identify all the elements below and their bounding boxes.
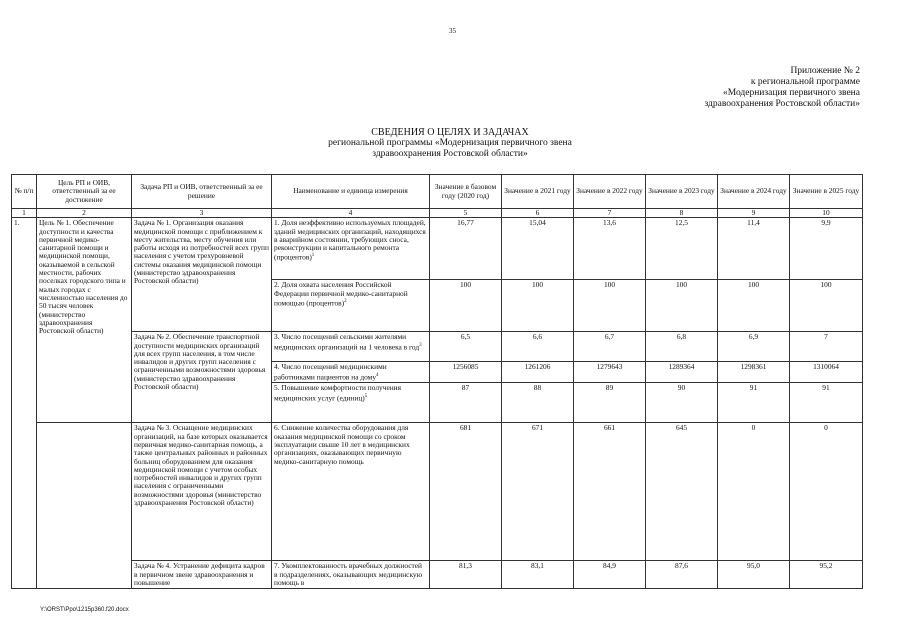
value-cell: 1289364 — [646, 362, 718, 383]
indicator-name — [272, 280, 430, 332]
value-cell: 100 — [502, 280, 574, 332]
value-cell: 100 — [646, 280, 718, 332]
task-cell: Задача № 3. Оснащение медицинских организаций, на базе которых оказывается первичная медико-санитарная помощь, а также центральных районных и районных больниц оборудованием для оказания медицинской помощи с учетом особых потребностей инвалидов и других групп населения с ограниченными возможностями здоровья (министерство здравоохранения Ростовской области) — [132, 423, 272, 561]
indicator-name — [272, 362, 430, 383]
table-row — [12, 218, 863, 280]
column-index: 6 — [502, 209, 574, 218]
document-title — [300, 127, 600, 160]
value-cell: 91 — [790, 383, 863, 423]
column-index: 4 — [272, 209, 430, 218]
footnote-mark: 1 — [311, 253, 315, 259]
appendix-header — [660, 66, 860, 110]
value-cell: 6,6 — [502, 332, 574, 362]
indicator-name — [272, 383, 430, 423]
value-cell: 81,3 — [430, 561, 502, 589]
table-row — [12, 423, 863, 561]
footnote-mark: 3 — [419, 342, 422, 348]
header-goal: Цель РП и ОИВ, ответственный за ее достижение — [37, 175, 132, 209]
value-cell: 84,9 — [574, 561, 646, 589]
value-cell: 6,9 — [718, 332, 790, 362]
column-index: 7 — [574, 209, 646, 218]
value-cell: 1298361 — [718, 362, 790, 383]
task-cell: Задача № 2. Обеспечение транспортной доступности медицинских организаций для всех групп населения, в том числе инвалидов и других групп населения с ограниченными возможностями здоровья (министерство здравоохранения Ростовской области) — [132, 332, 272, 423]
column-index: 1 — [12, 209, 37, 218]
title-line: СВЕДЕНИЯ О ЦЕЛЯХ И ЗАДАЧАХ — [371, 127, 529, 138]
value-cell: 12,5 — [646, 218, 718, 280]
indicator-text: 1. Доля неэффективно используемых площадей, зданий медицинских организаций, находящихся в аварийном состоянии, требующих сноса, реконструкции и капитального ремонта (процентов) — [274, 218, 426, 262]
value-cell: 1310064 — [790, 362, 863, 383]
row-number: 1. — [12, 218, 37, 589]
header-row — [12, 175, 863, 209]
value-cell: 13,6 — [574, 218, 646, 280]
column-index: 8 — [646, 209, 718, 218]
indicator-text: 6. Снижение количества оборудования для оказания медицинской помощи со сроком эксплуатации свыше 10 лет в медицинских организациях, оказывающих первичную медико-санитарную помощь — [274, 423, 410, 466]
value-cell: 90 — [646, 383, 718, 423]
value-cell: 100 — [430, 280, 502, 332]
header-no: № п/п — [12, 175, 37, 209]
goals-table — [11, 174, 863, 589]
value-cell: 100 — [574, 280, 646, 332]
value-cell: 87,6 — [646, 561, 718, 589]
table-row — [12, 332, 863, 362]
value-cell: 95,0 — [718, 561, 790, 589]
value-cell: 6,7 — [574, 332, 646, 362]
value-cell: 1279643 — [574, 362, 646, 383]
value-cell: 89 — [574, 383, 646, 423]
indicator-text: 3. Число посещений сельскими жителями медицинских организаций на 1 человека в год — [274, 332, 420, 352]
column-index: 10 — [790, 209, 863, 218]
column-index: 9 — [718, 209, 790, 218]
value-cell: 87 — [430, 383, 502, 423]
header-2023: Значение в 2023 году — [646, 175, 718, 209]
value-cell: 83,1 — [502, 561, 574, 589]
value-cell: 671 — [502, 423, 574, 561]
title-line: региональной программы «Модернизация первичного звена — [328, 138, 572, 148]
value-cell: 1256085 — [430, 362, 502, 383]
title-line: здравоохранения Ростовской области» — [372, 149, 528, 159]
value-cell: 681 — [430, 423, 502, 561]
table-row — [12, 561, 863, 589]
header-2022: Значение в 2022 году — [574, 175, 646, 209]
value-cell: 11,4 — [718, 218, 790, 280]
value-cell: 88 — [502, 383, 574, 423]
indicator-text: 7. Укомплектованность врачебных должностей в подразделениях, оказывающих медицинскую помощь в — [274, 561, 423, 587]
value-cell: 1261206 — [502, 362, 574, 383]
footnote-mark: 5 — [364, 393, 368, 399]
indicator-name — [272, 332, 430, 362]
indicator-text: 2. Доля охвата населения Российской Федерации первичной медико-санитарной помощью (процентов) — [274, 280, 408, 308]
value-cell: 7 — [790, 332, 863, 362]
appendix-line: к региональной программе — [750, 77, 860, 87]
header-2024: Значение в 2024 году — [718, 175, 790, 209]
value-cell: 16,77 — [430, 218, 502, 280]
value-cell: 0 — [718, 423, 790, 561]
value-cell: 91 — [718, 383, 790, 423]
value-cell: 661 — [574, 423, 646, 561]
appendix-line: здравоохранения Ростовской области» — [704, 99, 860, 109]
footnote-mark: 2 — [344, 298, 347, 304]
task-cell: Задача № 1. Организация оказания медицинской помощи с приближением к месту жительства, месту обучения или работы исходя из потребностей всех групп населения с учетом трехуровневой системы оказания медицинской помощи (министерство здравоохранения Ростовской области) — [132, 218, 272, 332]
goal-cell: Цель № 1. Обеспечение доступности и качества первичной медико-санитарной помощи и медицинской помощи, оказываемой в сельской местности, рабочих поселках городского типа и малых городах с численностью населения до 50 тысяч человек (министерство здравоохранения Ростовской области) — [37, 218, 132, 423]
value-cell: 95,2 — [790, 561, 863, 589]
indicator-name — [272, 561, 430, 589]
value-cell: 6,8 — [646, 332, 718, 362]
page-number: 35 — [449, 27, 456, 35]
indicator-text: 4. Число посещений медицинскими работниками пациентов на дому — [274, 362, 387, 382]
header-2021: Значение в 2021 году — [502, 175, 574, 209]
value-cell: 6,5 — [430, 332, 502, 362]
header-indicator: Наименование и единица измерения — [272, 175, 430, 209]
task-cell: Задача № 4. Устранение дефицита кадров в первичном звене здравоохранения и повышение — [132, 561, 272, 589]
file-path-footer: Y:\ORST\Ppo\1215p360.f20.docx — [40, 607, 129, 613]
header-base-year: Значение в базовом году (2020 год) — [430, 175, 502, 209]
column-index: 3 — [132, 209, 272, 218]
column-index: 5 — [430, 209, 502, 218]
header-2025: Значение в 2025 году — [790, 175, 863, 209]
indicator-text: 5. Повышение комфортности получения медицинских услуг (единиц) — [274, 383, 402, 403]
value-cell: 645 — [646, 423, 718, 561]
value-cell: 100 — [790, 280, 863, 332]
column-index: 2 — [37, 209, 132, 218]
value-cell: 100 — [718, 280, 790, 332]
header-task: Задача РП и ОИВ, ответственный за ее решение — [132, 175, 272, 209]
value-cell: 15,04 — [502, 218, 574, 280]
footnote-mark: 4 — [376, 372, 379, 378]
goal-cell-continued — [37, 423, 132, 589]
appendix-line: «Модернизация первичного звена — [722, 88, 860, 98]
indicator-name — [272, 423, 430, 561]
value-cell: 0 — [790, 423, 863, 561]
appendix-line: Приложение № 2 — [790, 66, 860, 76]
value-cell: 9,9 — [790, 218, 863, 280]
column-index-row — [12, 209, 863, 218]
indicator-name — [272, 218, 430, 280]
